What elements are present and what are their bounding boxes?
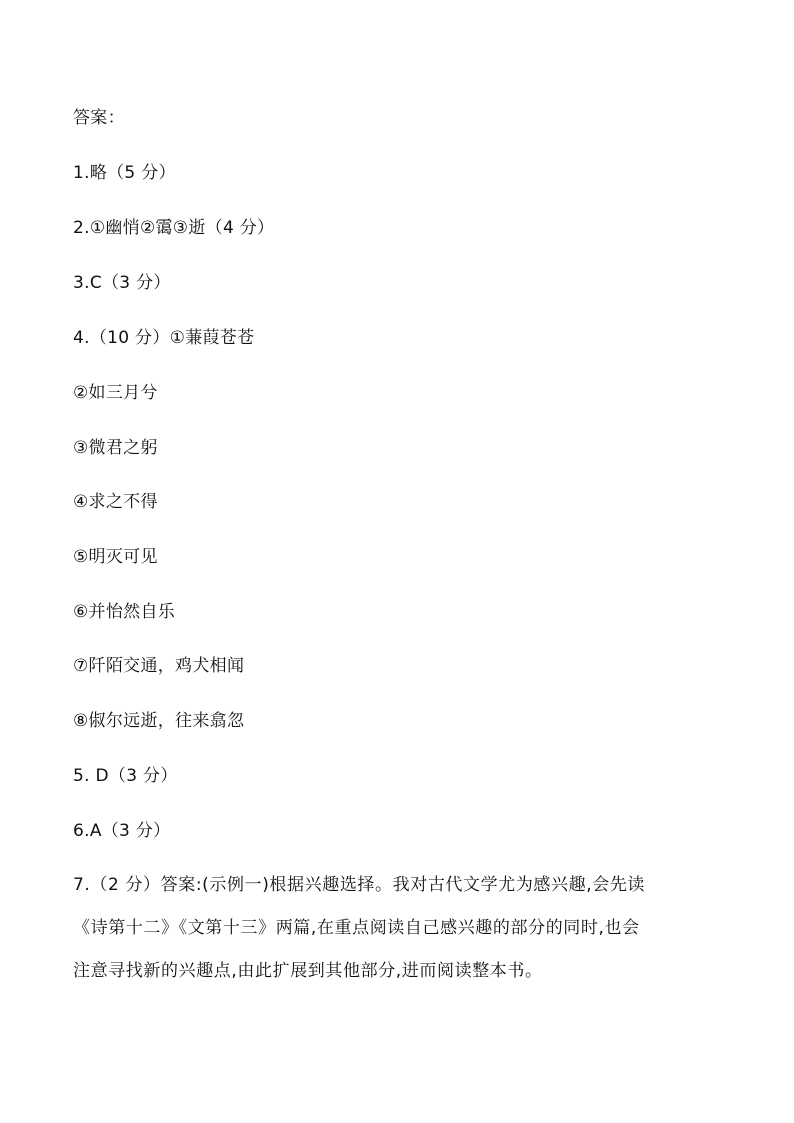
- answer-line-4: 4.（10 分）①蒹葭苍苍: [73, 328, 255, 348]
- answers-heading: 答案：: [73, 108, 125, 128]
- answer-7-line-3: 注意寻找新的兴趣点,由此扩展到其他部分,进而阅读整本书。: [73, 961, 543, 981]
- answer-line-2: 2.①幽悄②霭③逝（4 分）: [73, 218, 275, 238]
- answer-7-line-1: 7.（2 分）答案:(示例一)根据兴趣选择。我对古代文学尤为感兴趣,会先读: [73, 875, 646, 895]
- answer-line-4-2: ②如三月兮: [73, 383, 158, 403]
- answer-7-line-2: 《诗第十二》《文第十三》两篇,在重点阅读自己感兴趣的部分的同时,也会: [73, 918, 640, 938]
- answer-line-5: 5. D（3 分）: [73, 766, 178, 786]
- answer-line-4-7: ⑦阡陌交通，鸡犬相闻: [73, 656, 245, 676]
- answer-line-4-6: ⑥并怡然自乐: [73, 602, 176, 622]
- answer-line-1: 1.略（5 分）: [73, 163, 176, 183]
- answer-line-3: 3.C（3 分）: [73, 273, 171, 293]
- answer-line-4-5: ⑤明灭可见: [73, 547, 158, 567]
- answer-line-4-4: ④求之不得: [73, 492, 158, 512]
- answer-line-4-8: ⑧俶尔远逝，往来翕忽: [73, 711, 245, 731]
- answer-7-paragraph: [73, 874, 733, 1003]
- answer-line-4-3: ③微君之躬: [73, 438, 158, 458]
- answer-line-6: 6.A（3 分）: [73, 821, 171, 841]
